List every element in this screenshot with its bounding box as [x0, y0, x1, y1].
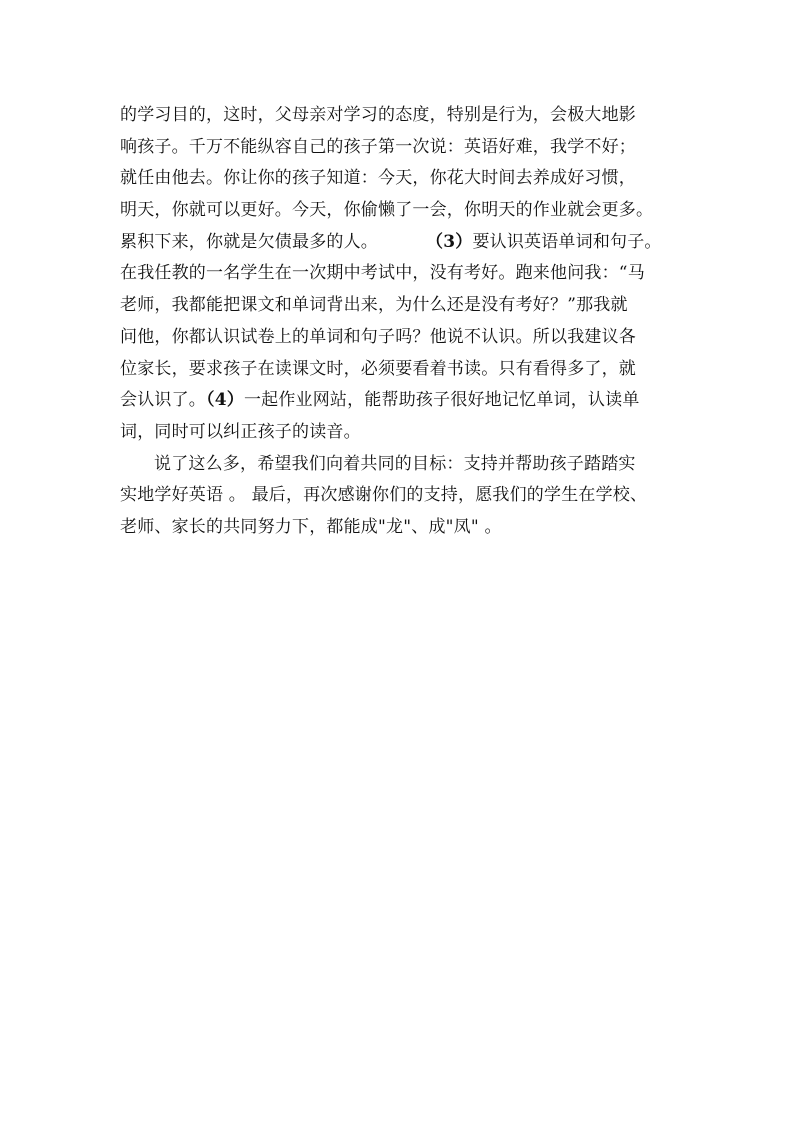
text-line — [120, 227, 680, 259]
text-line: 的学习目的，这时，父母亲对学习的态度，特别是行为，会极大地影 — [120, 105, 636, 125]
text-line: 老师、家长的共同努力下，都能成"龙"、成"凤" 。 — [120, 516, 502, 537]
list-item-heading: 要认识英语单词和句子。 — [472, 231, 662, 252]
text-segment: 一起作业网站，能帮助孩子很好地记忆单词，认读单 — [243, 390, 640, 411]
text-segment: 累积下来，你就是欠债最多的人。 — [120, 231, 378, 252]
text-line: 在我任教的一名学生在一次期中考试中，没有考好。跑来他问我：“马 — [120, 263, 645, 284]
text-line: 说了这么多，希望我们向着共同的目标：支持并帮助孩子踏踏实 — [154, 453, 636, 474]
text-line — [120, 385, 680, 417]
list-item-number: （4） — [206, 390, 244, 411]
text-line: 位家长，要求孩子在读课文时，必须要看着书读。只有看得多了，就 — [120, 358, 636, 379]
text-line: 明天，你就可以更好。今天，你偷懒了一会，你明天的作业就会更多。 — [120, 200, 654, 221]
text-line: 实地学好英语 。 最后，再次感谢你们的支持，愿我们的学生在学校、 — [120, 485, 648, 506]
text-segment: 会认识了。 — [120, 390, 206, 411]
list-item-number: （3） — [426, 231, 473, 252]
text-line: 问他，你都认识试卷上的单词和句子吗？他说不认识。所以我建议各 — [120, 326, 636, 347]
text-line: 老师，我都能把课文和单词背出来，为什么还是没有考好？”那我就 — [120, 295, 628, 316]
text-line: 词，同时可以纠正孩子的读音。 — [120, 421, 361, 442]
paragraph — [120, 100, 680, 449]
text-line: 就任由他去。你让你的孩子知道：今天，你花大时间去养成好习惯， — [120, 168, 636, 189]
document-body — [120, 100, 680, 544]
paragraph — [120, 449, 680, 544]
text-line: 响孩子。千万不能纵容自己的孩子第一次说：英语好难，我学不好； — [120, 136, 636, 157]
